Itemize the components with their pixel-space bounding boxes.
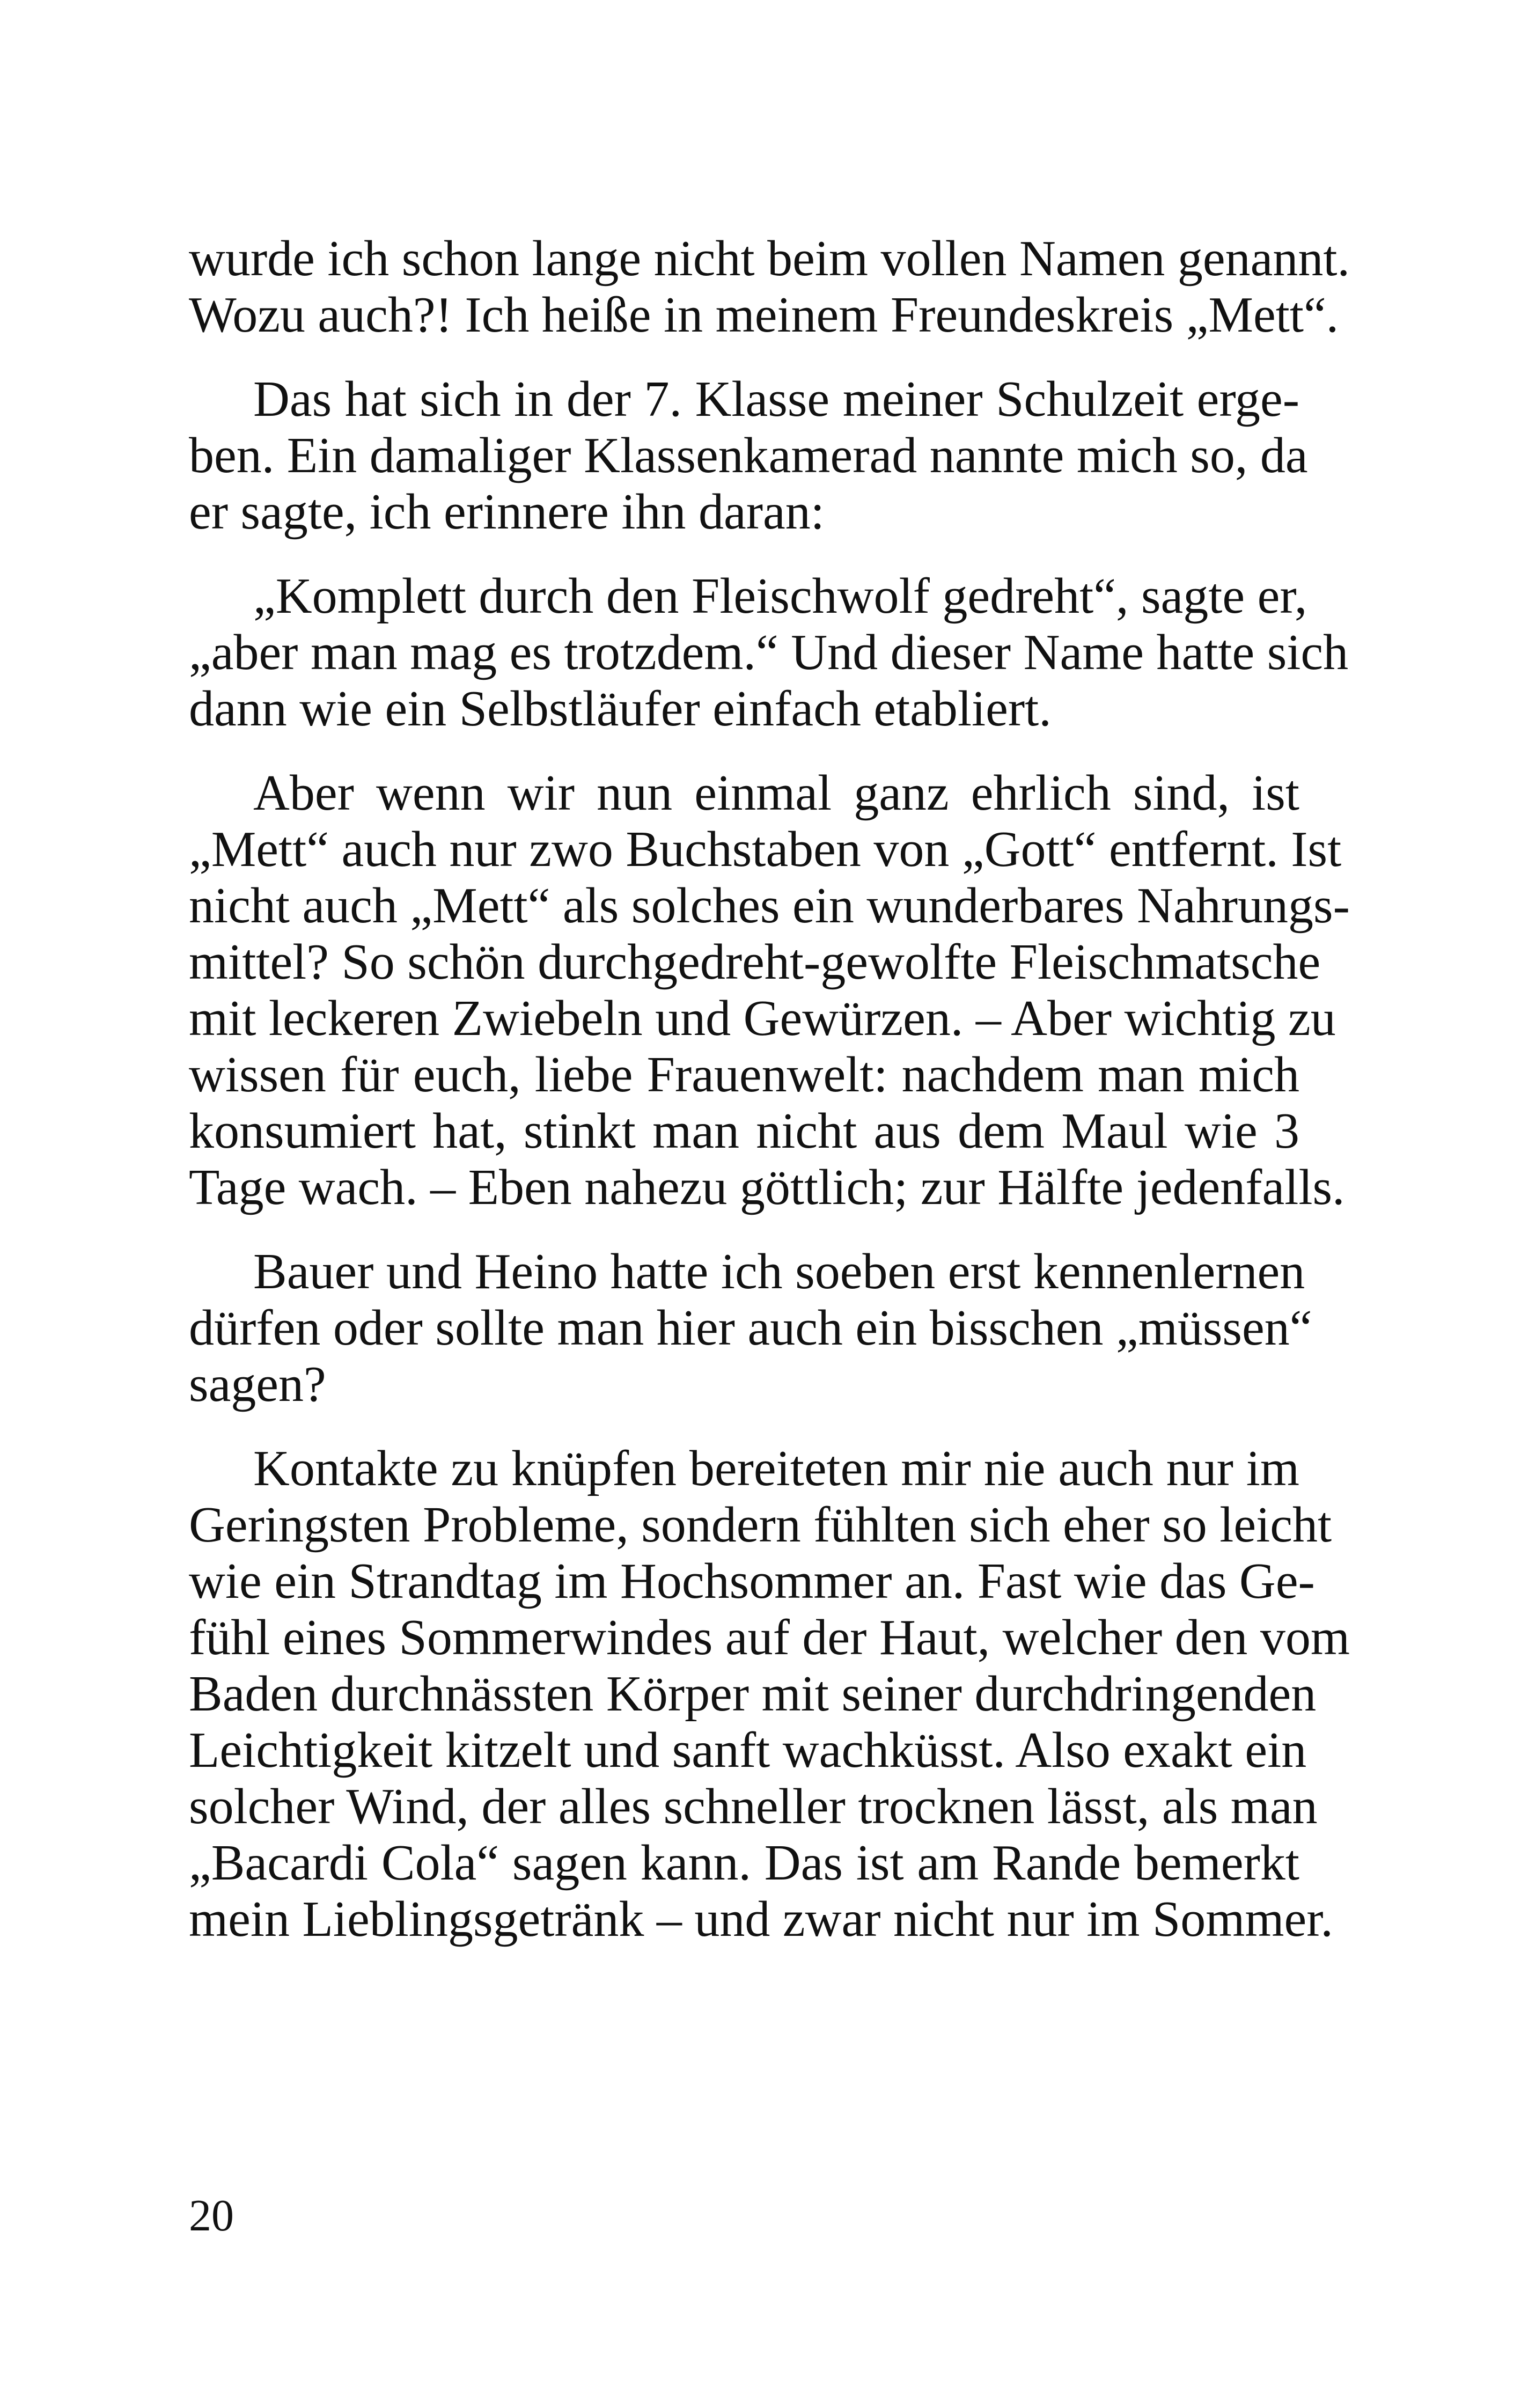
text-line: dann wie ein Selbstläufer einfach etabliert. (189, 681, 1052, 737)
text-line: Geringsten Probleme, sondern fühlten sich eher so leicht (189, 1497, 1332, 1553)
paragraph-3 (189, 568, 1349, 737)
text-line: ben. Ein damaliger Klassenkamerad nannte mich so, da (189, 428, 1308, 483)
text-line: Kontakte zu knüpfen bereiteten mir nie auch nur im (253, 1441, 1299, 1496)
text-line: solcher Wind, der alles schneller trocknen lässt, als man (189, 1779, 1318, 1834)
text-line: nicht auch „Mett“ als solches ein wunderbares Nahrungs- (189, 878, 1350, 934)
text-line: „Mett“ auch nur zwo Buchstaben von „Gott“ entfernt. Ist (189, 821, 1342, 877)
text-line: Bauer und Heino hatte ich soeben erst kennenlernen (253, 1244, 1305, 1300)
text-line: fühl eines Sommerwindes auf der Haut, welcher den vom (189, 1610, 1350, 1665)
paragraph-5 (189, 1244, 1312, 1413)
paragraph-2 (189, 371, 1308, 540)
text-line: Das hat sich in der 7. Klasse meiner Schulzeit erge- (253, 371, 1299, 427)
body-text (189, 231, 1350, 1976)
text-line: mein Lieblingsgetränk – und zwar nicht nur im Sommer. (189, 1891, 1333, 1947)
paragraph-6 (189, 1441, 1350, 1948)
text-line: wissen für euch, liebe Frauenwelt: nachdem man mich (189, 1047, 1299, 1103)
paragraph-4 (189, 765, 1350, 1216)
text-line: dürfen oder sollte man hier auch ein bisschen „müssen“ (189, 1300, 1312, 1356)
text-line: Wozu auch?! Ich heiße in meinem Freundeskreis „Mett“. (189, 287, 1339, 343)
text-line: wie ein Strandtag im Hochsommer an. Fast wie das Ge- (189, 1553, 1315, 1609)
text-line: Aber wenn wir nun einmal ganz ehrlich sind, ist (253, 765, 1299, 821)
text-line: Leichtigkeit kitzelt und sanft wachküsst. Also exakt ein (189, 1722, 1307, 1778)
text-line: „Bacardi Cola“ sagen kann. Das ist am Rande bemerkt (189, 1835, 1299, 1891)
text-line: „Komplett durch den Fleischwolf gedreht“, sagte er, (253, 568, 1307, 624)
text-line: sagen? (189, 1356, 326, 1412)
text-line: wurde ich schon lange nicht beim vollen Namen genannt. (189, 231, 1350, 287)
page-number: 20 (189, 2191, 234, 2241)
text-line: konsumiert hat, stinkt man nicht aus dem Maul wie 3 (189, 1103, 1299, 1159)
paragraph-1 (189, 231, 1350, 343)
text-line: mittel? So schön durchgedreht-gewolfte Fleischmatsche (189, 934, 1321, 990)
text-line: er sagte, ich erinnere ihn daran: (189, 484, 825, 540)
text-line: Tage wach. – Eben nahezu göttlich; zur Hälfte jedenfalls. (189, 1159, 1345, 1215)
text-line: mit leckeren Zwiebeln und Gewürzen. – Aber wichtig zu (189, 990, 1336, 1046)
text-line: „aber man mag es trotzdem.“ Und dieser Name hatte sich (189, 625, 1349, 680)
text-line: Baden durchnässten Körper mit seiner durchdringenden (189, 1666, 1317, 1722)
